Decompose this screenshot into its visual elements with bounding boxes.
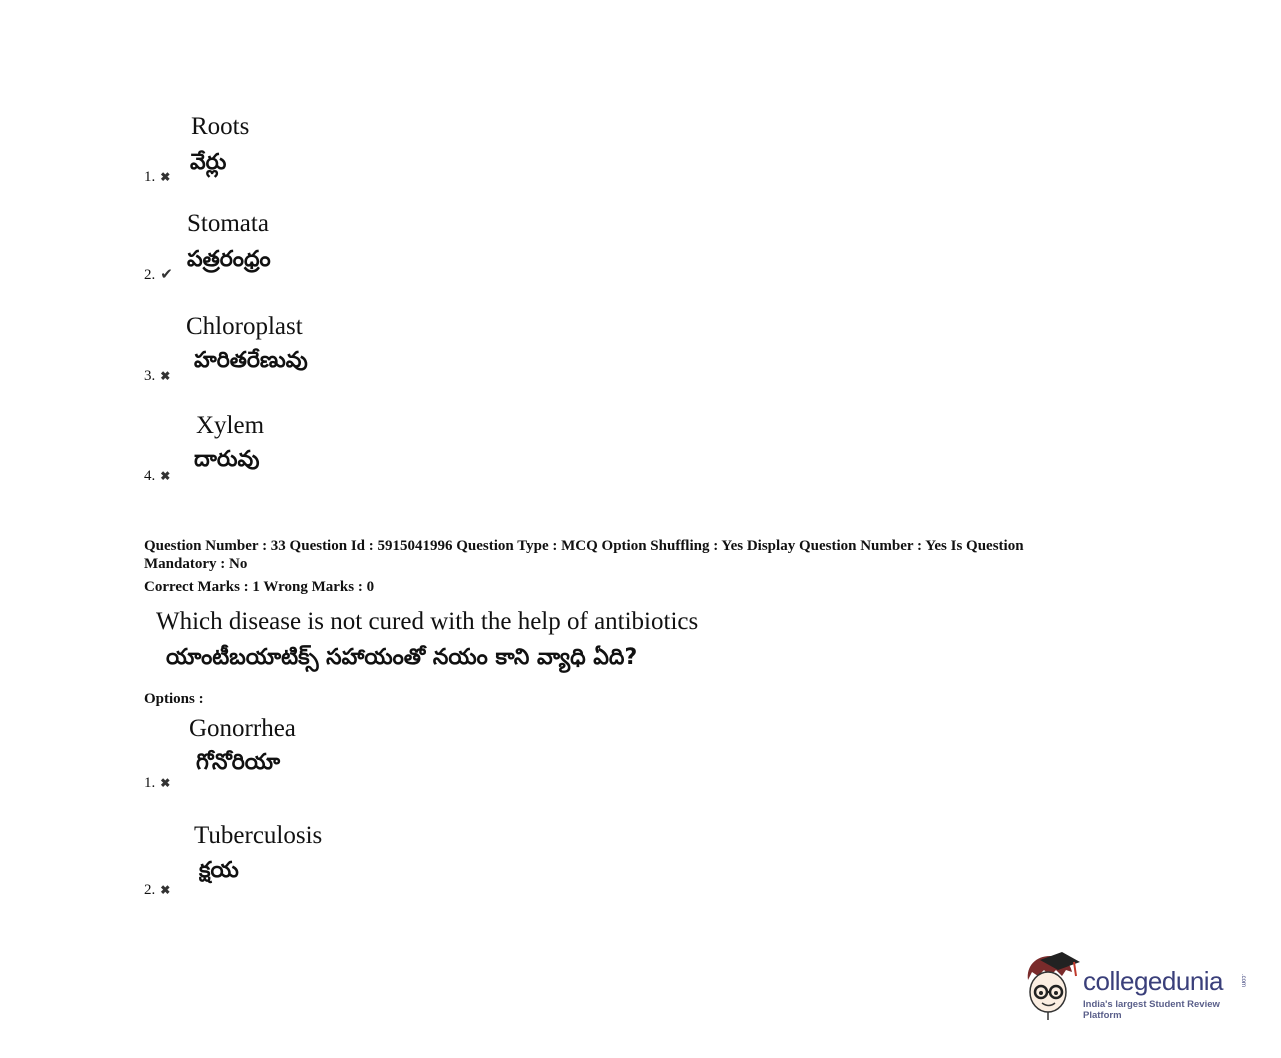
option-number: 2. — [144, 882, 156, 898]
option-text-te: హరితరేణువు — [194, 348, 308, 373]
question-marks: Correct Marks : 1 Wrong Marks : 0 — [144, 579, 375, 595]
cross-icon: ✖ — [160, 469, 171, 483]
option-text-te: వేర్లు — [190, 150, 227, 175]
option-text-en: Chloroplast — [186, 313, 303, 340]
option-text-en: Roots — [191, 113, 250, 140]
options-label: Options : — [144, 691, 204, 707]
option-text-en: Gonorrhea — [189, 715, 296, 742]
cross-icon: ✖ — [160, 369, 171, 383]
option-text-en: Tuberculosis — [194, 822, 323, 849]
option-text-te: క్షయ — [199, 858, 239, 883]
option-number: 1. — [144, 775, 156, 791]
logo-tagline: India's largest Student Review Platform — [1083, 999, 1220, 1021]
mascot-icon — [1022, 950, 1082, 1022]
question-meta-line: Question Number : 33 Question Id : 5915041996 Question Type : MCQ Option Shuffling : Yes Display Question Number : Yes Is Question — [144, 538, 1024, 554]
option-number: 4. — [144, 468, 156, 484]
option-text-te: గోనోరియా — [196, 750, 281, 775]
option-text-te: పత్రరంధ్రం — [187, 247, 271, 272]
option-number: 2. — [144, 267, 156, 283]
option-number: 3. — [144, 368, 156, 384]
cross-icon: ✖ — [160, 883, 171, 897]
logo-wordmark: collegedunia — [1083, 966, 1224, 996]
collegedunia-logo — [1022, 950, 1252, 1022]
option-number: 1. — [144, 169, 156, 185]
question-meta-line: Mandatory : No — [144, 556, 248, 572]
logo-domain: .com — [1240, 974, 1246, 988]
option-text-en: Xylem — [196, 412, 265, 439]
option-text-te: దారువు — [194, 447, 260, 472]
cross-icon: ✖ — [160, 776, 171, 790]
question-text-en: Which disease is not cured with the help of antibiotics — [156, 608, 699, 635]
check-icon: ✔ — [160, 267, 173, 283]
cross-icon: ✖ — [160, 170, 171, 184]
option-text-en: Stomata — [187, 210, 269, 237]
question-text-te: యాంటీబయాటిక్స్ సహాయంతో నయం కాని వ్యాధి ఏది? — [166, 645, 638, 670]
